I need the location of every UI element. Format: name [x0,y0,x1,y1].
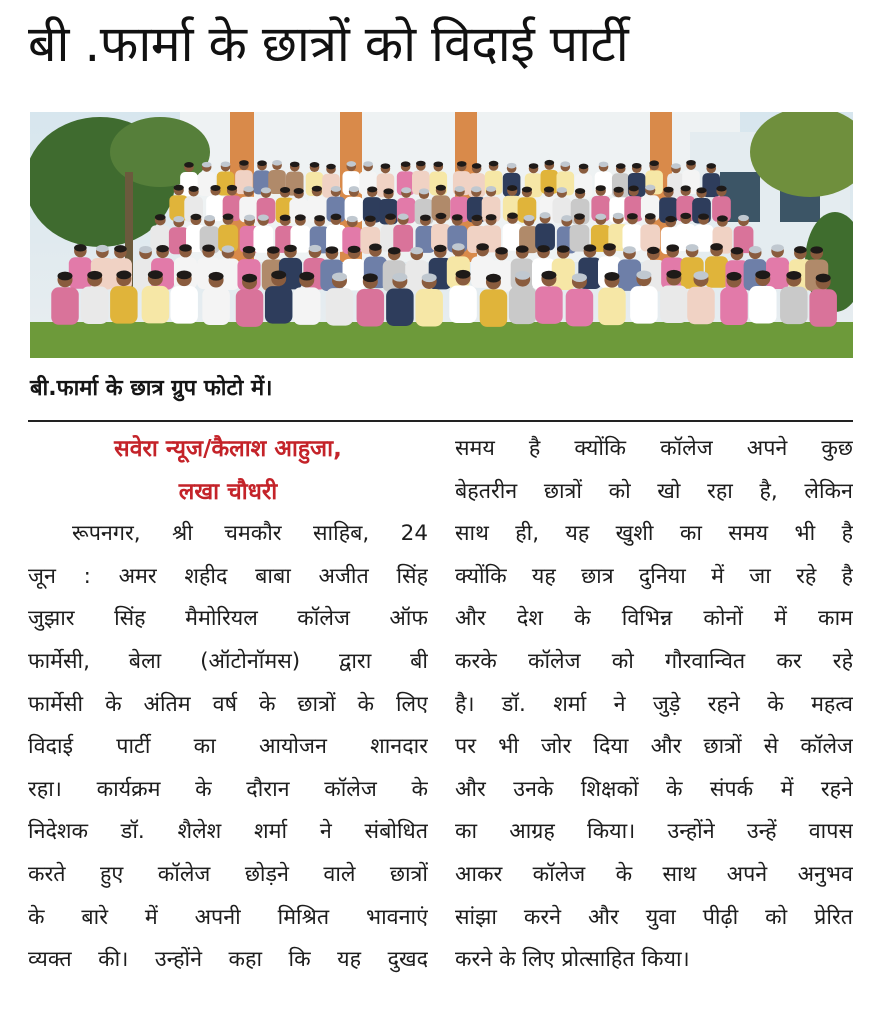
body-line: रहा। कार्यक्रम के दौरान कॉलेज के [28,776,428,802]
body-line: जुझार सिंह मैमोरियल कॉलेज ऑफ [28,606,428,632]
body-line: फार्मेसी, बेला (ऑटोनॉमस) द्वारा बी [28,648,428,674]
body-line: बेहतरीन छात्रों को खो रहा है, लेकिन [455,478,853,504]
body-line: करने के लिए प्रोत्साहित किया। [455,947,690,973]
right-column [455,428,853,982]
body-line: निदेशक डॉ. शैलेश शर्मा ने संबोधित [28,819,428,845]
body-line: का आग्रह किया। उन्होंने उन्हें वापस [455,819,853,845]
photo-caption: बी.फार्मा के छात्र ग्रुप फोटो में। [30,376,273,401]
section-divider [28,420,853,422]
body-line: क्योंकि यह छात्र दुनिया में जा रहे है [455,563,853,589]
body-line: करके कॉलेज को गौरवान्वित कर रहे [455,648,853,674]
body-line: आकर कॉलेज के साथ अपने अनुभव [455,861,853,887]
body-line: रूपनगर, श्री चमकौर साहिब, 24 [72,521,428,547]
body-line: और उनके शिक्षकों के संपर्क में रहने [455,776,853,802]
byline-line-2: लखा चौधरी [178,478,278,505]
body-line: के बारे में अपनी मिश्रित भावनाएं [28,904,428,930]
body-line: और देश के विभिन्न कोनों में काम [455,606,853,632]
body-line: फार्मेसी के अंतिम वर्ष के छात्रों के लिए [28,691,428,717]
headline: बी .फार्मा के छात्रों को विदाई पार्टी [28,15,629,73]
body-line: विदाई पार्टी का आयोजन शानदार [28,734,428,760]
body-line: है। डॉ. शर्मा ने जुड़े रहने के महत्व [455,691,853,717]
body-line: पर भी जोर दिया और छात्रों से कॉलेज [455,734,853,760]
body-line: जून : अमर शहीद बाबा अजीत सिंह [28,563,428,589]
body-line: व्यक्त की। उन्होंने कहा कि यह दुखद [28,947,428,973]
body-line: समय है क्योंकि कॉलेज अपने कुछ [455,436,853,461]
body-line: करते हुए कॉलेज छोड़ने वाले छात्रों [28,861,428,887]
byline-line-1: सवेरा न्यूज/कैलाश आहुजा, [114,436,342,462]
left-column [28,428,428,982]
body-line: साथ ही, यह खुशी का समय भी है [455,521,853,547]
body-line: सांझा करने और युवा पीढ़ी को प्रेरित [455,904,853,930]
group-photo [30,112,853,358]
